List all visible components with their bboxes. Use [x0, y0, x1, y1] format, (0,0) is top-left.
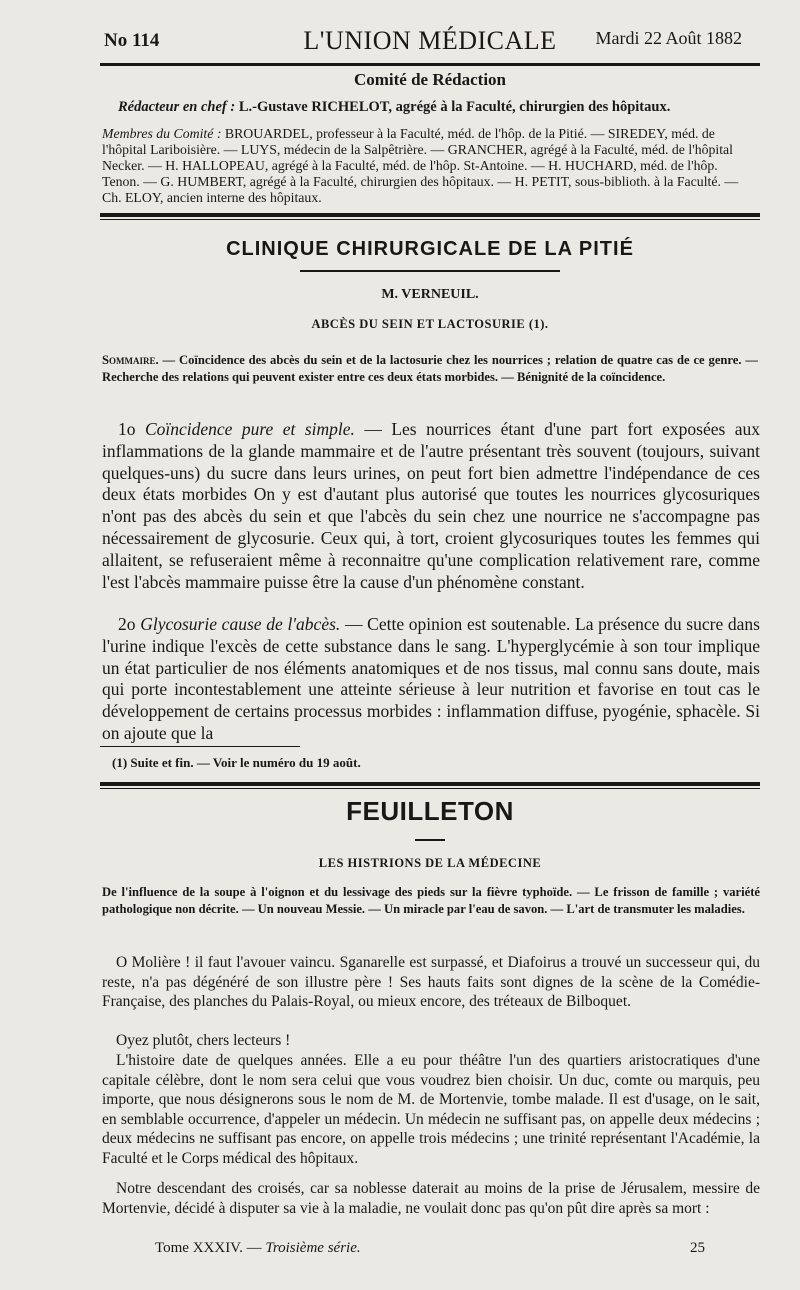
- footnote-rule: [100, 746, 300, 747]
- feuilleton-sommaire: De l'influence de la soupe à l'oignon et du lessivage des pieds sur la fièvre typhoïde. — Le frisson de famille ; variété pathologique non décrite. — Un nouveau Messie. — Un miracle par l'eau de savon. — L'art de transmuter les maladies.: [102, 885, 760, 916]
- clinique-sommaire: [102, 352, 758, 386]
- feuilleton-rule-thick: [100, 782, 760, 786]
- redacteur-line: [118, 99, 758, 116]
- feuilleton-subtitle: LES HISTRIONS DE LA MÉDECINE: [318, 856, 542, 870]
- clinique-paragraph-2: [102, 614, 760, 745]
- tome-label: Tome XXXIV. —: [155, 1240, 266, 1256]
- sommaire-text: — Coïncidence des abcès du sein et de la lactosurie chez les nourrices ; relation de quatre cas de ce genre. — Recherche des relations qui peuvent exister entre ces deux états morbides. — Bénignité de la coïncidence.: [102, 353, 758, 384]
- sommaire-label: Sommaire.: [102, 353, 159, 367]
- p2-text: — Cette opinion est soutenable. La présence du sucre dans l'urine indique l'excès de cette substance dans le sang. L'hyperglycémie à son tour implique un état particulier de nos éléments anatomiques et de nos tissus, mal connu sans doute, mais qui porte incontestablement une atteinte sérieuse à leur nutrition et favorise en tout cas le développement de certains processus morbides : inflammation diffuse, pyogénie, sphacèle. Si on ajoute que la: [102, 614, 760, 743]
- clinique-paragraph-1: [102, 419, 760, 593]
- p1-text: — Les nourrices étant d'une part fort exposées aux inflammations de la glande mammaire et de l'autre présentant très souvent (toujours, suivant quelques-uns) du sucre dans leurs urines, on peut fort bien admettre l'indépendance de ces deux états morbides On y est d'autant plus autorisé que toutes les nourrices glycosuriques n'ont pas des abcès du sein et que l'abcès du sein chez une nourrice ne s'accompagne pas nécessairement de glycosurie. Ceux qui, à tort, croient glycosuriques toutes les femmes qui allaitent, se refuseraient même à reconnaitre qu'une complication relativement rare, comme l'est l'abcès mammaire puisse être la cause d'un phénomène constant.: [102, 419, 761, 592]
- feuilleton-paragraph-3: L'histoire date de quelques années. Elle a eu pour théâtre l'un des quartiers aristocratiques d'une capitale célèbre, dont le nom sera celui que vous voudrez bien choisir. Un duc, comte ou marquis, peu importe, que nous désignerons sous le nom de M. de Mortenvie, tombe malade. Il est d'usage, on le sait, en semblable occurrence, d'appeler un médecin. Un médecin ne suffisant pas, on appelle deux médecins ; deux médecins ne suffisant pas encore, on appelle trois médecins ; une trinité représentant l'Académie, la Faculté et le Corps médical des hôpitaux.: [102, 1052, 760, 1167]
- feuilleton-dash: [415, 839, 445, 841]
- footer-tome: [155, 1240, 361, 1257]
- header-rule: [100, 63, 760, 66]
- clinique-title: CLINIQUE CHIRURGICALE DE LA PITIÉ: [226, 238, 634, 260]
- p1-heading: Coïncidence pure et simple.: [144, 419, 355, 439]
- feuilleton-paragraph-2: Oyez plutôt, chers lecteurs !: [116, 1032, 291, 1049]
- page-number: 25: [690, 1240, 705, 1256]
- comite-rule-thick: [100, 213, 760, 217]
- redacteur-label: Rédacteur en chef :: [118, 99, 236, 115]
- comite-rule-thin: [100, 219, 760, 220]
- feuilleton-title: FEUILLETON: [346, 796, 514, 826]
- footnote: (1) Suite et fin. — Voir le numéro du 19 août.: [112, 755, 361, 770]
- clinique-subtitle: ABCÈS DU SEIN ET LACTOSURIE (1).: [311, 317, 549, 331]
- redacteur-text: L.-Gustave RICHELOT, agrégé à la Faculté, chirurgien des hôpitaux.: [238, 99, 671, 115]
- feuilleton-paragraph-1: O Molière ! il faut l'avouer vaincu. Sganarelle est surpassé, et Diafoirus a trouvé un successeur qui, du reste, n'a pas dégénéré de son illustre père ! Ses hauts faits sont dignes de la scène de la Comédie-Française, des planches du Palais-Royal, ou mieux encore, des tréteaux de Bilboquet.: [102, 954, 760, 1011]
- issue-number: No 114: [104, 30, 160, 51]
- p2-heading: Glycosurie cause de l'abcès.: [140, 614, 341, 634]
- p2-lead: 2o: [118, 614, 141, 634]
- p1-lead: 1o: [118, 419, 145, 439]
- membres-text: BROUARDEL, professeur à la Faculté, méd. de l'hôp. de la Pitié. — SIREDEY, méd. de l'hôpital Lariboisière. — LUYS, médecin de la Salpêtrière. — GRANCHER, agrégé à la Faculté, méd. de l'hôpital Necker. — H. HALLOPEAU, agrégé à la Faculté, méd. de l'hôp. St-Antoine. — H. HUCHARD, méd. de l'hôp. Tenon. — G. HUMBERT, agrégé à la Faculté, chirurgien des hôpitaux. — H. PETIT, sous-biblioth. à la Faculté. — Ch. ELOY, ancien interne des hôpitaux.: [102, 126, 739, 205]
- feuilleton-rule-thin: [100, 788, 760, 789]
- issue-date: Mardi 22 Août 1882: [595, 28, 742, 48]
- page-header: [100, 26, 760, 58]
- serie-label: Troisième série.: [265, 1240, 361, 1256]
- comite-members: [102, 126, 752, 206]
- membres-label: Membres du Comité :: [102, 126, 222, 141]
- clinique-author: M. VERNEUIL.: [381, 287, 479, 302]
- feuilleton-paragraph-4: Notre descendant des croisés, car sa noblesse daterait au moins de la prise de Jérusalem, messire de Mortenvie, décidé à disputer sa vie à la maladie, ne voulait donc pas qu'on pût dire après sa mort :: [102, 1180, 760, 1217]
- journal-title: L'UNION MÉDICALE: [303, 26, 557, 55]
- comite-title: Comité de Rédaction: [353, 70, 507, 89]
- clinique-rule: [300, 270, 560, 272]
